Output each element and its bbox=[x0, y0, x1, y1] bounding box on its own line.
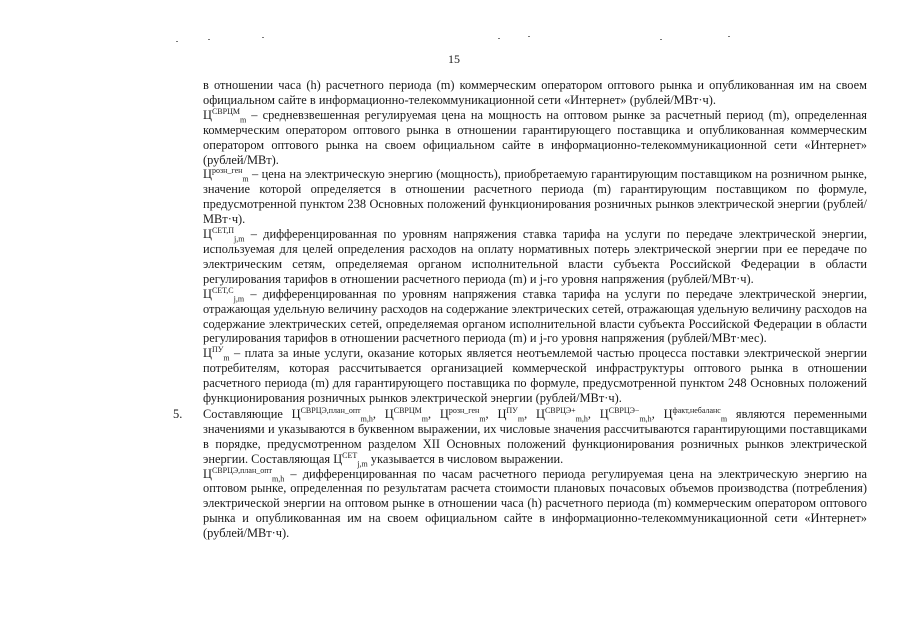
formula-symbol: $Ц^{СВРЦЭ+}_{m,h}$ bbox=[536, 405, 588, 424]
formula-symbol: $Ц^{СВРЦЭ,план\_опт}_{m,h}$ bbox=[291, 405, 373, 424]
formula-symbol: $Ц^{СВРЦЭ,план\_опт}_{m,h}$ bbox=[203, 465, 285, 484]
definition-paragraph bbox=[203, 227, 867, 287]
formula-symbol: $Ц^{СВРЦМ}_m$ bbox=[384, 405, 428, 424]
scan-speck bbox=[176, 41, 178, 42]
scan-speck bbox=[262, 37, 264, 38]
definition-text: – плата за иные услуги, оказание которых является неотъемлемой частью процесса поставки электрической энергии потребителям, которая рассчитывается организацией коммерческой инфраструктуры оптового рынка в отношении расчетного периода (m) для гарантирующего поставщика по формуле, предусмотренной пунктом 248 Основных положений функционирования розничных рынков электрической энергии (рублей/МВт·ч). bbox=[203, 346, 867, 406]
formula-symbol: $Ц^{СЕТ,С}_{j,m}$ bbox=[203, 285, 245, 304]
paragraph-text: в отношении часа (h) расчетного периода (m) коммерческим оператором оптового рынка и опубликованная им на своем официальном сайте в информационно-телекоммуникационной сети «Интернет» (рублей/МВт·ч). bbox=[203, 78, 867, 107]
item-number: 5. bbox=[173, 406, 183, 421]
page-number: 15 bbox=[448, 52, 460, 66]
document-body bbox=[173, 78, 868, 541]
scan-speck bbox=[728, 36, 730, 37]
formula-symbol: $Ц^{ПУ}_m$ bbox=[497, 405, 525, 424]
formula-symbol: $Ц^{розн\_ген}_m$ bbox=[203, 166, 249, 184]
definition-text: – цена на электрическую энергию (мощность), приобретаемую гарантирующим поставщиком на розничном рынке, значение которой определяется в отношении расчетного периода (m) гарантирующим поставщиком по формуле, предусмотренной пунктом 238 Основных положений функционирования розничных рынков электрической энергии (рублей/МВт·ч). bbox=[203, 167, 867, 227]
scan-speck bbox=[528, 36, 530, 37]
item-text-end: указывается в числовом выражении. bbox=[367, 451, 564, 466]
definition-text: – дифференцированная по уровням напряжения ставка тарифа на услуги по передаче электрической энергии, отражающая удельную величину расходов на содержание электрических сетей, отражающая удельную величину расходов на содержание электрических сетей, определяемая органом исполнительной власти субъекта Российской Федерации в области регулирования тарифов в отношении расчетного периода (m) и j-го уровня напряжения (рублей/МВт·мес). bbox=[203, 286, 867, 346]
numbered-item-5: 5. Составляющие $Ц^{СВРЦЭ,план\_опт}_{m,h}$, $Ц^{СВРЦМ}_m$, $Ц^{розн\_ген}_m$, $Ц^{ПУ}_m$, $Ц^{СВРЦЭ+}_{m,h}$, $Ц^{СВРЦЭ-}_{m,h}$, $Ц^{факт,небаланс}_m$ являются переменными значениями и указываются в буквенном выражении, их числовые значения рассчитываются гарантирующими поставщиками в порядке, предусмотренном разделом XII Основных положений функционирования розничных рынков электрической энергии. Составляющая $Ц^{СЕТ}_{j,m}$ указывается в числовом выражении. bbox=[173, 405, 868, 469]
definition-paragraph bbox=[203, 346, 867, 406]
formula-symbol: $Ц^{факт,небаланс}_m$ bbox=[663, 405, 728, 424]
formula-symbol: $Ц^{розн\_ген}_m$ bbox=[439, 405, 486, 424]
definition-text: – дифференцированная по часам расчетного периода регулируемая цена на электрическую энергию на оптовом рынке, определенная по результатам расчета стоимости плановых почасовых объемов производства (потребления) электрической энергии на оптовом рынке в отношении часа (h) расчетного периода (m) коммерческим оператором оптового рынка и опубликованная им на своем официальном сайте в информационно-телекоммуникационной сети «Интернет» (рублей/МВт·ч). bbox=[203, 466, 867, 541]
definition-paragraph bbox=[203, 467, 867, 542]
item-text: являются переменными значениями и указываются в буквенном выражении, их числовые значения рассчитываются гарантирующими поставщиками в порядке, предусмотренном разделом XII Основных положений функционирования розничных рынков электрической энергии. Составляющая bbox=[203, 406, 868, 466]
scan-speck bbox=[498, 38, 500, 39]
formula-symbol: $Ц^{СЕТ}_{j,m}$ bbox=[333, 450, 368, 469]
item-intro: Составляющие bbox=[203, 406, 292, 421]
formula-symbol: $Ц^{СВРЦЭ-}_{m,h}$ bbox=[599, 405, 652, 424]
definition-text: – средневзвешенная регулируемая цена на мощность на оптовом рынке за расчетный период (m), определенная коммерческим оператором оптового рынка в отношении гарантирующего поставщика и опубликованная коммерческим оператором оптового рынка на своем официальном сайте в информационно-телекоммуникационной сети «Интернет» (рублей/МВт). bbox=[203, 107, 867, 167]
scan-speck bbox=[660, 39, 662, 40]
definition-text: – дифференцированная по уровням напряжения ставка тарифа на услуги по передаче электрической энергии, используемая для целей определения расходов на оплату нормативных потерь электрической энергии при ее передаче по электрическим сетям, определяемая органом исполнительной власти субъекта Российской Федерации в области регулирования тарифов в отношении расчетного периода (m) и j-го уровня напряжения (рублей/МВт·ч). bbox=[203, 227, 867, 286]
formula-symbol: $Ц^{СЕТ,П}_{j,m}$ bbox=[203, 225, 245, 244]
formula-symbol: $Ц^{ПУ}_m$ bbox=[203, 345, 230, 363]
definition-paragraph bbox=[203, 108, 867, 168]
definition-paragraph bbox=[203, 287, 867, 347]
formula-symbol: $Ц^{СВРЦМ}_m$ bbox=[203, 106, 247, 125]
scan-speck bbox=[208, 39, 210, 40]
definition-paragraph bbox=[203, 167, 867, 227]
paragraph bbox=[203, 78, 867, 108]
